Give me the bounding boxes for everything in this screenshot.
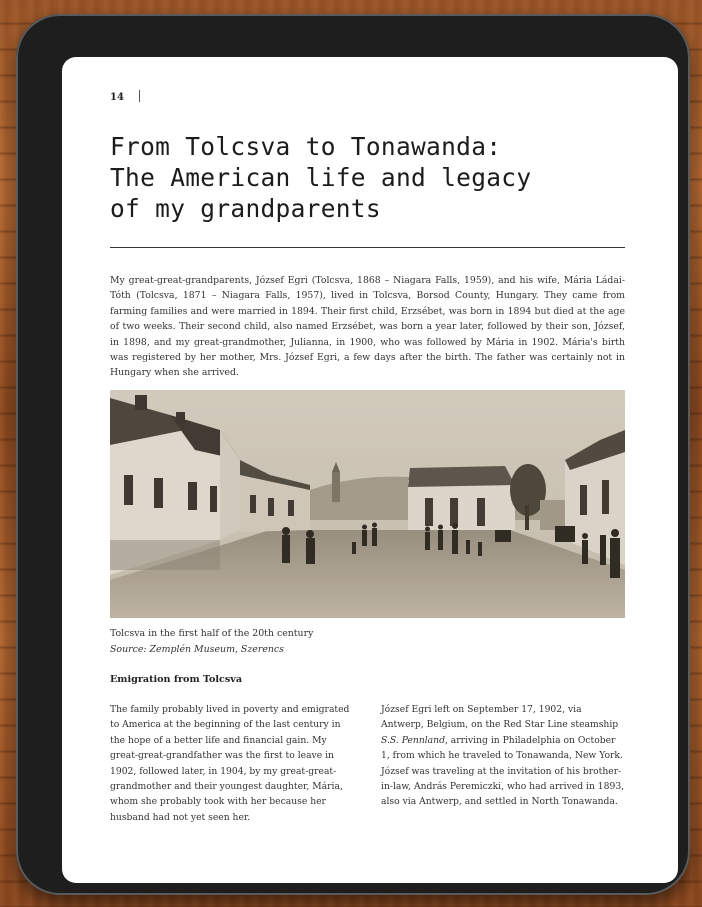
tablet-frame — [16, 14, 690, 895]
section-heading: Emigration from Tolcsva — [110, 674, 243, 685]
photo-caption — [110, 626, 313, 658]
caption-text: Tolcsva in the first half of the 20th century — [110, 628, 314, 639]
body-column-left: The family probably lived in poverty and emigrated to America at the beginning of the last century in the hope of a better life and financial gain. My great-great-grandfather was the first to leave in 1902, followed later, in 1904, by my great-great-grandmother and their youngest daughter, Mária, whom she probably took with her because her husband had not yet seen her. — [110, 704, 350, 823]
historical-photo — [110, 390, 625, 618]
street-scene-illustration — [110, 390, 625, 618]
page-number-divider — [139, 90, 140, 102]
body-column-right — [381, 702, 626, 810]
title-line-2: The American life and legacy — [110, 163, 532, 192]
intro-paragraph: My great-great-grandparents, József Egri (Tolcsva, 1868 – Niagara Falls, 1959), and his wife, Mária Ládai-Tóth (Tolcsva, 1871 – Niagara Falls, 1957), lived in Tolcsva, Borsod County, Hungary. They came from farming families and were married in 1894. Their first child, Erzsébet, was born in 1894 but died at the age of two weeks. Their second child, also named Erzsébet, was born a year later, followed by their son, József, in 1898, and my great-grandmother, Julianna, in 1900, who was followed by Mária in 1902. Mária's birth was registered by her mother, Mrs. József Egri, a few days after the birth. The father was certainly not in Hungary when she arrived. — [110, 275, 625, 379]
title-divider — [110, 247, 625, 248]
col2-text-end: , arriving in Philadelphia on October 1, from which he traveled to Tonawanda, New York. József was traveling at the invitation of his brother-in-law, András Peremiczki, who had arrived in 1893, also via Antwerp, and settled in North Tonawanda. — [381, 734, 625, 808]
page-title — [110, 131, 630, 224]
title-line-1: From Tolcsva to Tonawanda: — [110, 132, 502, 161]
title-line-3: of my grandparents — [110, 194, 381, 223]
page-number: 14 — [110, 92, 124, 103]
ship-name: S.S. Pennland — [381, 734, 445, 746]
caption-source: Source: Zemplén Museum, Szerencs — [110, 644, 284, 655]
page-screen[interactable] — [62, 57, 678, 883]
col2-text-start: József Egri left on September 17, 1902, via Antwerp, Belgium, on the Red Star Line steamship — [381, 704, 619, 731]
